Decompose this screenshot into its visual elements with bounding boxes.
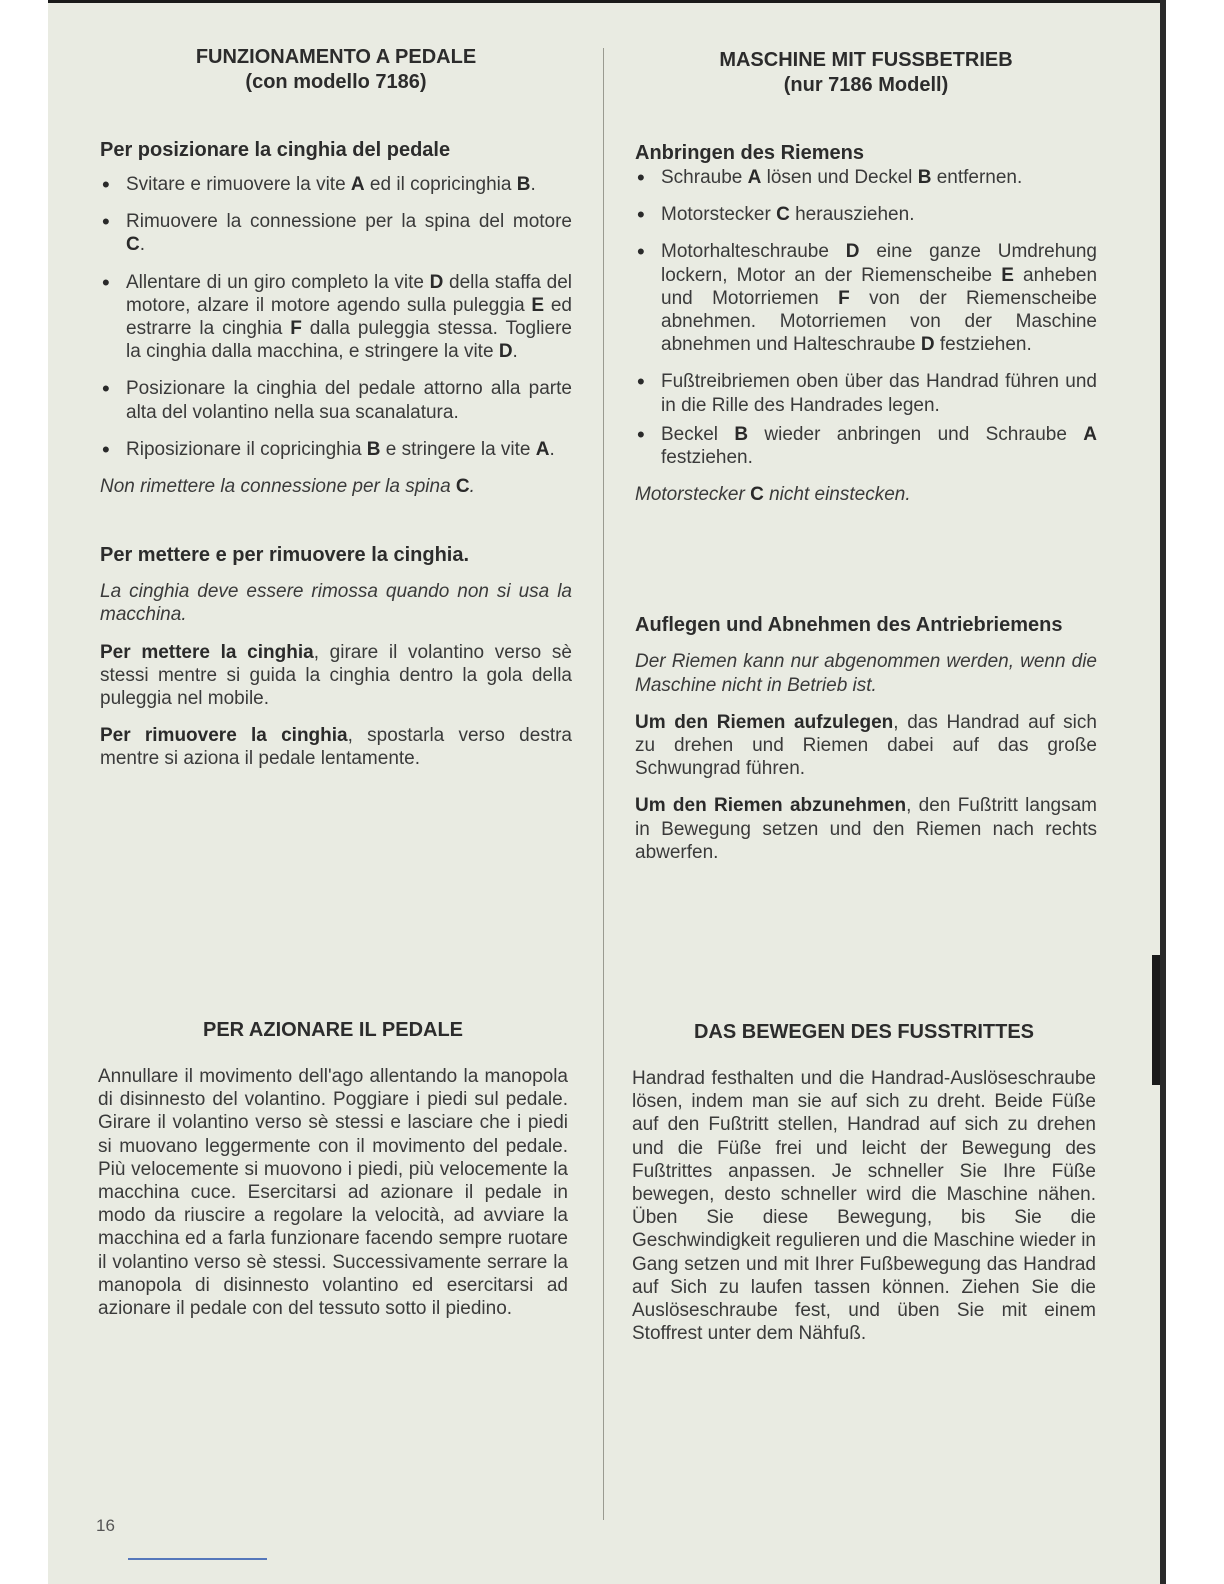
list-item: • Fußtreibriemen oben über das Handrad führen und in die Rille des Handrades legen. — [635, 370, 1097, 416]
list-item: • Schraube A lösen und Deckel B entfernen. — [635, 166, 1097, 189]
list-item: • Posizionare la cinghia del pedale attorno alla parte alta del volantino nella sua scanalatura. — [100, 377, 572, 423]
subsection-heading: Anbringen des Riemens — [635, 142, 864, 164]
instruction-list — [635, 166, 1097, 469]
note: Motorstecker C nicht einstecken. — [635, 484, 911, 506]
page-edge-right — [1160, 0, 1166, 1584]
paragraph: Per mettere la cinghia, girare il volantino verso sè stessi mentre si guida la cinghia dentro la gola della puleggia nel mobile. — [100, 641, 572, 710]
german-operate-pedal-section — [632, 1020, 1096, 1345]
list-item: • Motorstecker C herausziehen. — [635, 203, 1097, 226]
german-pedal-section — [635, 48, 1097, 864]
list-item: • Svitare e rimuovere la vite A ed il copricinghia B. — [100, 173, 572, 196]
paragraph: Um den Riemen abzunehmen, den Fußtritt langsam in Bewegung setzen und den Riemen nach rechts abwerfen. — [635, 795, 1097, 863]
paragraph: Handrad festhalten und die Handrad-Auslöseschraube lösen, indem man sie auf sich zu dreht. Beide Füße auf den Fußtritt stellen, Handrad auf sich zu drehen und die Füße frei und leicht der Bewegung des Fußtrittes anpassen. Je schneller Sie Ihre Füße bewegen, desto schneller wird die Maschine nähen. Üben Sie diese Bewegung, bis Sie die Geschwindigkeit regulieren und die Maschine wieder in Gang setzen und mit Ihrer Fußbewegung das Handrad auf Sich zu laufen tassen können. Ziehen Sie die Auslöseschraube fest, und üben Sie mit einem Stoffrest unter dem Nähfuß. — [632, 1068, 1096, 1345]
list-item: • Beckel B wieder anbringen und Schraube A festziehen. — [635, 423, 1097, 469]
italian-pedal-section — [100, 45, 572, 771]
paragraph: Annullare il movimento dell'ago allentando la manopola di disinnesto del volantino. Poggiare i piedi sul pedale. Girare il volantino verso sè stessi e lasciare che i piedi si muovano leggermente con il movimento del pedale. Più velocemente si muovono i piedi, più velocemente la macchina cuce. Esercitarsi ad azionare il pedale in modo da riuscire a regolare la velocità, ad avviare la macchina ed a farla funzionare facendo sempre ruotare il volantino verso sè stessi. Successivamente serrare la manopola di disinnesto volantino ed esercitarsi ad azionare il pedale con del tessuto sotto il piedino. — [98, 1066, 568, 1320]
list-item: • Riposizionare il copricinghia B e stringere la vite A. — [100, 438, 572, 461]
section-title: FUNZIONAMENTO A PEDALE (con modello 7186) — [195, 46, 477, 93]
paragraph: Um den Riemen aufzulegen, das Handrad auf sich zu drehen und Riemen dabei auf das große Schwungrad führen. — [635, 711, 1097, 780]
section-title: DAS BEWEGEN DES FUSSTRITTES — [693, 1021, 1035, 1043]
section-title: PER AZIONARE IL PEDALE — [202, 1019, 464, 1041]
subsection-heading: Per mettere e per rimuovere la cinghia. — [100, 544, 470, 567]
paragraph: Per rimuovere la cinghia, spostarla verso destra mentre si aziona il pedale lentamente. — [100, 725, 572, 770]
list-item: • Motorhalteschraube D eine ganze Umdrehung lockern, Motor an der Riemenscheibe E anheben und Motorriemen F von der Riemenscheibe abnehmen. Motorriemen von der Maschine abnehmen und Halteschraube D festziehen. — [635, 240, 1097, 356]
section-title: MASCHINE MIT FUSSBETRIEB (nur 7186 Modell) — [719, 49, 1013, 96]
page-number: 16 — [96, 1516, 115, 1535]
note: Der Riemen kann nur abgenommen werden, wenn die Maschine nicht in Betrieb ist. — [635, 651, 1097, 696]
instruction-list — [100, 173, 572, 461]
italian-operate-pedal-section — [98, 1018, 568, 1320]
list-item: • Allentare di un giro completo la vite D della staffa del motore, alzare il motore agendo sulla puleggia E ed estrarre la cinghia F dalla puleggia stessa. Togliere la cinghia dalla macchina, e stringere la vite D. — [100, 271, 572, 364]
scan-underline — [128, 1558, 267, 1560]
subsection-heading: Auflegen und Abnehmen des Antriebriemens — [635, 614, 1063, 637]
column-divider — [603, 48, 604, 1520]
note: Non rimettere la connessione per la spina C. — [100, 476, 475, 498]
scan-mark — [1152, 955, 1160, 1085]
list-item: • Rimuovere la connessione per la spina del motore C. — [100, 210, 572, 256]
note: La cinghia deve essere rimossa quando non si usa la macchina. — [100, 581, 572, 626]
subsection-heading: Per posizionare la cinghia del pedale — [100, 139, 451, 161]
